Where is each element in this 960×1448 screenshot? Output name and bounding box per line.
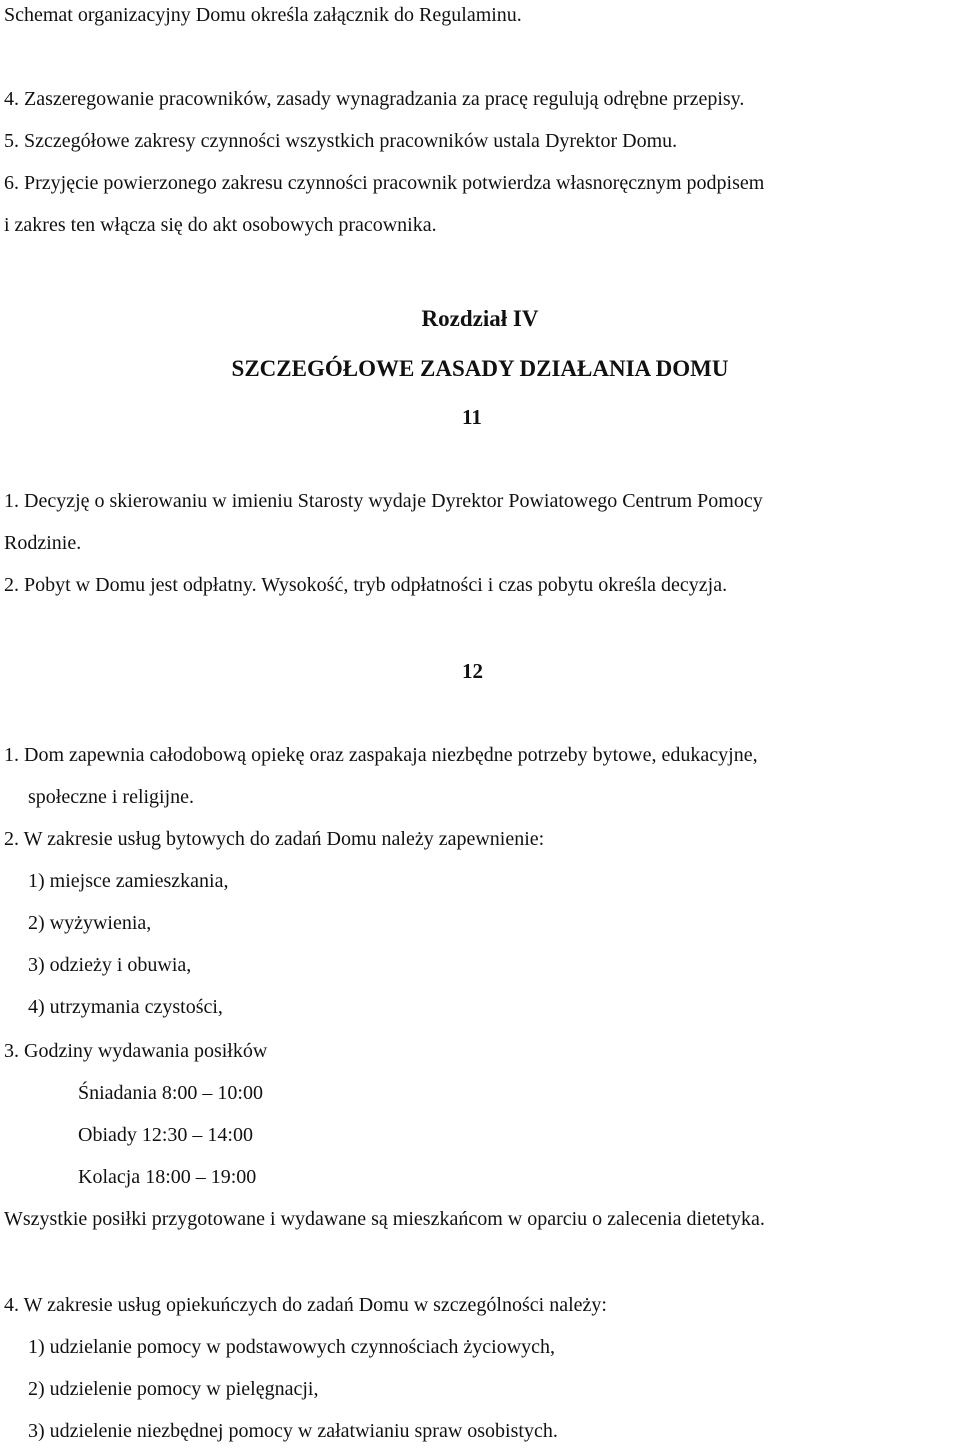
section-12-label — [462, 658, 483, 684]
paragraph-6-line-1: 6. Przyjęcie powierzonego zakresu czynności pracownik potwierdza własnoręcznym podpisem — [4, 172, 765, 194]
meals-note: Wszystkie posiłki przygotowane i wydawane są mieszkańcom w oparciu o zalecenia dietetyka. — [4, 1208, 765, 1230]
paragraph-5: 5. Szczegółowe zakresy czynności wszystkich pracowników ustala Dyrektor Domu. — [4, 130, 678, 152]
section-11-paragraph-1-line-1: 1. Decyzję o skierowaniu w imieniu Starosty wydaje Dyrektor Powiatowego Centrum Pomocy — [4, 490, 763, 512]
section-12-number: 12 — [462, 659, 483, 683]
list-item: 1) miejsce zamieszkania, — [28, 870, 229, 892]
section-11-paragraph-1-line-2: Rodzinie. — [4, 532, 82, 554]
section-11-label — [462, 404, 482, 430]
intro-text: Schemat organizacyjny Domu określa załącznik do Regulaminu. — [4, 4, 522, 26]
paragraph-4: 4. Zaszeregowanie pracowników, zasady wynagradzania za pracę regulują odrębne przepisy. — [4, 88, 745, 110]
paragraph-6-line-2: i zakres ten włącza się do akt osobowych pracownika. — [4, 214, 437, 236]
chapter-title: Rozdział IV — [421, 306, 539, 331]
section-12-paragraph-3: 3. Godziny wydawania posiłków — [4, 1040, 268, 1062]
meal-time: Obiady 12:30 – 14:00 — [78, 1124, 253, 1146]
list-item: 2) udzielenie pomocy w pielęgnacji, — [28, 1378, 319, 1400]
list-item: 3) udzielenie niezbędnej pomocy w załatwianiu spraw osobistych. — [28, 1420, 558, 1442]
meal-time: Kolacja 18:00 – 19:00 — [78, 1166, 257, 1188]
list-item: 4) utrzymania czystości, — [28, 996, 223, 1018]
list-item: 2) wyżywienia, — [28, 912, 152, 934]
section-11-number: 11 — [462, 405, 482, 429]
section-12-paragraph-4: 4. W zakresie usług opiekuńczych do zadań Domu w szczególności należy: — [4, 1294, 607, 1316]
section-12-paragraph-2: 2. W zakresie usług bytowych do zadań Domu należy zapewnienie: — [4, 828, 545, 850]
list-item: 1) udzielanie pomocy w podstawowych czynnościach życiowych, — [28, 1336, 556, 1358]
chapter-subtitle: SZCZEGÓŁOWE ZASADY DZIAŁANIA DOMU — [231, 356, 729, 381]
section-12-paragraph-1-line-1: 1. Dom zapewnia całodobową opiekę oraz zaspakaja niezbędne potrzeby bytowe, edukacyjne, — [4, 744, 758, 766]
list-item: 3) odzieży i obuwia, — [28, 954, 192, 976]
section-11-paragraph-2: 2. Pobyt w Domu jest odpłatny. Wysokość, tryb odpłatności i czas pobytu określa decyzja. — [4, 574, 728, 596]
section-12-paragraph-1-line-2: społeczne i religijne. — [28, 786, 195, 808]
meal-time: Śniadania 8:00 – 10:00 — [78, 1082, 263, 1104]
